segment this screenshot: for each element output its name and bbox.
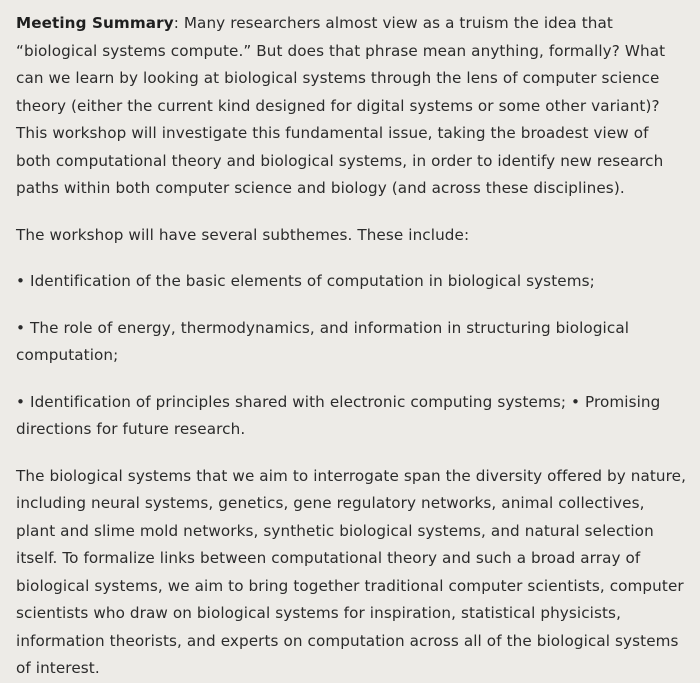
subtheme-bullet-3: • Identification of principles shared with electronic computing systems; • Promising directions for future research. bbox=[16, 392, 661, 438]
summary-text: : Many researchers almost view as a truism the idea that “biological systems compute.” But does that phrase mean anything, formally? What can we learn by looking at biological systems through the lens of computer science theory (either the current kind designed for digital systems or some other variant)? This workshop will investigate this fundamental issue, taking the broadest view of both computational theory and biological systems, in order to identify new research paths within both computer science and biology (and across these disciplines). bbox=[16, 14, 666, 197]
subtheme-bullet-2: • The role of energy, thermodynamics, and information in structuring biological computation; bbox=[16, 318, 630, 364]
subthemes-intro: The workshop will have several subthemes. These include: bbox=[16, 225, 470, 244]
summary-paragraph bbox=[16, 10, 688, 203]
summary-label: Meeting Summary bbox=[16, 14, 174, 32]
subtheme-bullet-1: • Identification of the basic elements of computation in biological systems; bbox=[16, 272, 595, 290]
closing-paragraph: The biological systems that we aim to interrogate span the diversity offered by nature, including neural systems, genetics, gene regulatory networks, animal collectives, plant and slime mold networks, synthetic biological systems, and natural selection itself. To formalize links between computational theory and such a broad array of biological systems, we aim to bring together traditional computer scientists, computer scientists who draw on biological systems for inspiration, statistical physicists, information theorists, and experts on computation across all of the biological systems of interest. bbox=[16, 466, 687, 677]
